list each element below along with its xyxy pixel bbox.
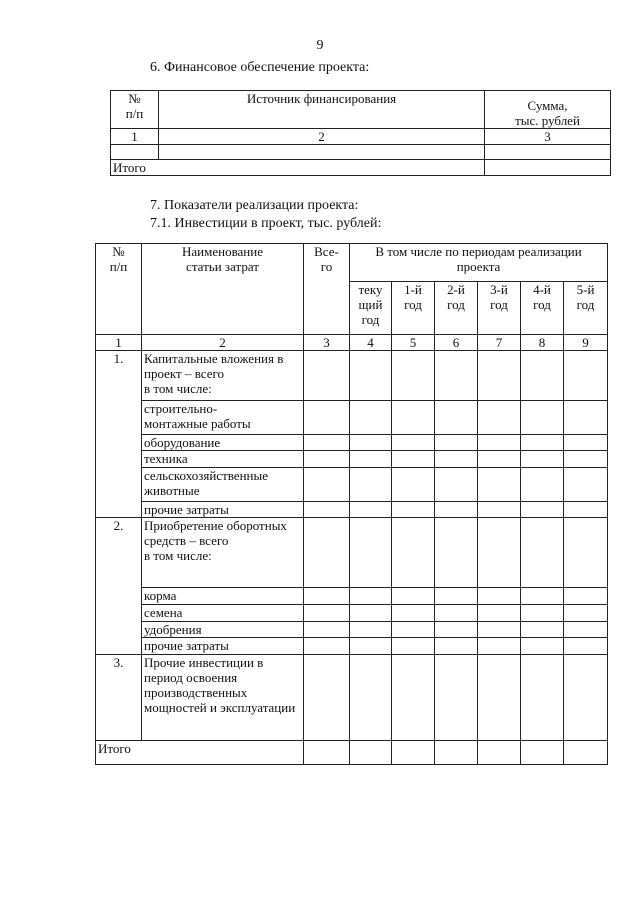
empty-cell [392, 502, 435, 518]
col-number: 8 [521, 335, 564, 351]
row-subitem: семена [142, 605, 304, 622]
empty-cell [478, 588, 521, 605]
empty-cell [564, 518, 608, 588]
col-number-3: 3 [485, 129, 611, 145]
empty-cell [564, 401, 608, 435]
empty-cell [521, 605, 564, 622]
empty-cell [350, 622, 392, 638]
empty-cell [304, 451, 350, 468]
empty-cell [304, 435, 350, 451]
empty-cell [435, 518, 478, 588]
col-header-total: Все- го [304, 244, 350, 335]
empty-cell [435, 468, 478, 502]
empty-cell [478, 451, 521, 468]
empty-cell [350, 351, 392, 401]
empty-cell [435, 741, 478, 765]
section-7-1-title: 7.1. Инвестиции в проект, тыс. рублей: [150, 216, 382, 231]
empty-cell [521, 502, 564, 518]
table-row [96, 638, 608, 655]
empty-cell [435, 351, 478, 401]
col-number: 1 [96, 335, 142, 351]
table-row [96, 468, 608, 502]
empty-cell [521, 435, 564, 451]
period-header: 5-й год [564, 282, 608, 335]
empty-cell [478, 435, 521, 451]
empty-cell [435, 401, 478, 435]
empty-cell [564, 741, 608, 765]
row-subitem: прочие затраты [142, 502, 304, 518]
col-number: 7 [478, 335, 521, 351]
empty-cell [435, 502, 478, 518]
empty-cell [304, 518, 350, 588]
section-7-title: 7. Показатели реализации проекта: [150, 198, 359, 213]
empty-cell [392, 622, 435, 638]
empty-cell [478, 401, 521, 435]
total-row [96, 741, 608, 765]
col-header-periods: В том числе по периодам реализации проекта [350, 244, 608, 282]
table-row [96, 451, 608, 468]
empty-cell [350, 435, 392, 451]
empty-cell [521, 451, 564, 468]
empty-cell [521, 401, 564, 435]
row-number: 2. [96, 518, 142, 655]
col-header-num: № п/п [96, 244, 142, 335]
empty-cell [564, 655, 608, 741]
row-subitem: оборудование [142, 435, 304, 451]
col-number: 6 [435, 335, 478, 351]
table-row [96, 435, 608, 451]
empty-cell [485, 145, 611, 160]
empty-cell [350, 518, 392, 588]
empty-cell [304, 502, 350, 518]
empty-cell [304, 622, 350, 638]
period-header: 2-й год [435, 282, 478, 335]
table-row [96, 518, 608, 588]
empty-cell [304, 468, 350, 502]
period-header: 4-й год [521, 282, 564, 335]
row-subitem: удобрения [142, 622, 304, 638]
row-subitem: прочие затраты [142, 638, 304, 655]
empty-cell [350, 401, 392, 435]
empty-cell [435, 638, 478, 655]
row-name: Приобретение оборотных средств – всего в том числе: [142, 518, 304, 588]
col-header-name: Наименование статьи затрат [142, 244, 304, 335]
row-subitem: сельскохозяйственные животные [142, 468, 304, 502]
empty-cell [304, 351, 350, 401]
table-row [96, 502, 608, 518]
empty-cell [564, 622, 608, 638]
table-row [96, 622, 608, 638]
empty-cell [304, 638, 350, 655]
table-row [96, 605, 608, 622]
empty-cell [392, 351, 435, 401]
empty-cell [392, 518, 435, 588]
empty-cell [521, 468, 564, 502]
empty-cell [304, 605, 350, 622]
col-header-sum: Сумма, тыс. рублей [485, 91, 611, 129]
empty-cell [564, 638, 608, 655]
empty-cell [392, 741, 435, 765]
empty-cell [392, 588, 435, 605]
table-row [96, 351, 608, 401]
period-header: 1-й год [392, 282, 435, 335]
col-number: 9 [564, 335, 608, 351]
total-label: Итого [111, 160, 485, 176]
empty-cell [350, 588, 392, 605]
col-number: 5 [392, 335, 435, 351]
empty-cell [521, 741, 564, 765]
col-number-2: 2 [159, 129, 485, 145]
empty-cell [564, 605, 608, 622]
empty-cell [392, 435, 435, 451]
empty-cell [350, 502, 392, 518]
col-number: 4 [350, 335, 392, 351]
empty-cell [521, 622, 564, 638]
row-number: 3. [96, 655, 142, 741]
empty-cell [435, 605, 478, 622]
empty-cell [350, 741, 392, 765]
col-header-num: № п/п [111, 91, 159, 129]
period-header: теку щий год [350, 282, 392, 335]
col-number: 3 [304, 335, 350, 351]
row-subitem: корма [142, 588, 304, 605]
empty-cell [392, 638, 435, 655]
empty-cell [564, 351, 608, 401]
empty-cell [304, 401, 350, 435]
empty-cell [111, 145, 159, 160]
empty-cell [350, 451, 392, 468]
empty-cell [564, 502, 608, 518]
empty-cell [435, 655, 478, 741]
col-number: 2 [142, 335, 304, 351]
empty-cell [304, 588, 350, 605]
row-name: Капитальные вложения в проект – всего в том числе: [142, 351, 304, 401]
empty-cell [478, 605, 521, 622]
empty-cell [521, 655, 564, 741]
period-header: 3-й год [478, 282, 521, 335]
section-6-title: 6. Финансовое обеспечение проекта: [150, 60, 370, 75]
empty-cell [521, 351, 564, 401]
table-row [96, 655, 608, 741]
empty-cell [478, 622, 521, 638]
empty-cell [392, 468, 435, 502]
financing-table [110, 90, 611, 176]
row-name: Прочие инвестиции в период освоения производственных мощностей и эксплуатации [142, 655, 304, 741]
empty-cell [521, 588, 564, 605]
empty-cell [435, 451, 478, 468]
empty-cell [521, 518, 564, 588]
empty-cell [304, 655, 350, 741]
empty-cell [435, 435, 478, 451]
empty-cell [478, 502, 521, 518]
empty-cell [392, 605, 435, 622]
page-number: 9 [316, 38, 324, 53]
empty-cell [350, 468, 392, 502]
investments-table [95, 243, 608, 765]
empty-cell [435, 588, 478, 605]
empty-cell [478, 655, 521, 741]
empty-cell [478, 468, 521, 502]
empty-cell [350, 655, 392, 741]
empty-cell [564, 451, 608, 468]
empty-cell [564, 435, 608, 451]
table-row [96, 588, 608, 605]
empty-cell [521, 638, 564, 655]
row-number: 1. [96, 351, 142, 518]
row-subitem: строительно- монтажные работы [142, 401, 304, 435]
empty-cell [435, 622, 478, 638]
empty-cell [564, 468, 608, 502]
col-header-source: Источник финансирования [159, 91, 485, 129]
row-subitem: техника [142, 451, 304, 468]
empty-cell [350, 605, 392, 622]
empty-cell [478, 638, 521, 655]
empty-cell [350, 638, 392, 655]
empty-cell [392, 451, 435, 468]
empty-cell [478, 351, 521, 401]
empty-cell [392, 401, 435, 435]
empty-cell [392, 655, 435, 741]
empty-cell [304, 741, 350, 765]
table-row [96, 401, 608, 435]
empty-cell [159, 145, 485, 160]
total-label: Итого [96, 741, 304, 765]
empty-cell [485, 160, 611, 176]
empty-cell [478, 518, 521, 588]
empty-cell [564, 588, 608, 605]
empty-cell [478, 741, 521, 765]
col-number-1: 1 [111, 129, 159, 145]
